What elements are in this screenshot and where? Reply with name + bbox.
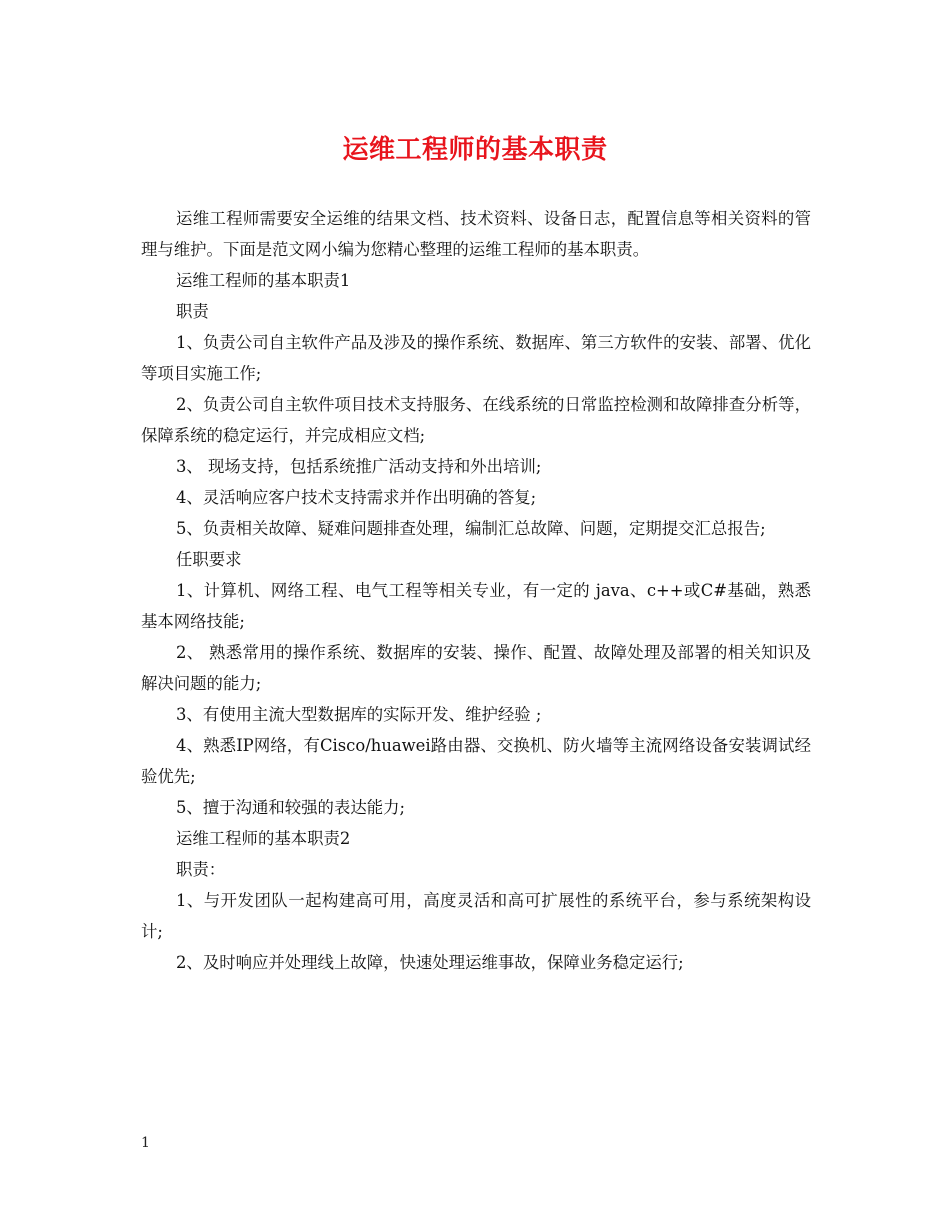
duty-item-2-1: 1、与开发团队一起构建高可用，高度灵活和高可扩展性的系统平台，参与系统架构设计; xyxy=(141,891,811,941)
duty-item-4: 4、灵活响应客户技术支持需求并作出明确的答复; xyxy=(176,488,537,507)
requirement-item-5: 5、擅于沟通和较强的表达能力; xyxy=(176,798,406,817)
intro-paragraph: 运维工程师需要安全运维的结果文档、技术资料、设备日志，配置信息等相关资料的管理与维护。下面是范文网小编为您精心整理的运维工程师的基本职责。 xyxy=(141,209,811,259)
duty-item-2-2: 2、及时响应并处理线上故障，快速处理运维事故，保障业务稳定运行; xyxy=(176,953,684,972)
requirement-item-1: 1、计算机、网络工程、电气工程等相关专业，有一定的 java、c++或C#基础，熟悉基本网络技能; xyxy=(141,581,811,631)
duty-item-1: 1、负责公司自主软件产品及涉及的操作系统、数据库、第三方软件的安装、部署、优化等项目实施工作; xyxy=(141,333,811,383)
page-number: 1 xyxy=(141,1135,150,1151)
requirement-item-4: 4、熟悉IP网络，有Cisco/huawei路由器、交换机、防火墙等主流网络设备安装调试经验优先; xyxy=(141,736,811,786)
duty-item-5: 5、负责相关故障、疑难问题排查处理，编制汇总故障、问题，定期提交汇总报告; xyxy=(176,519,766,538)
section-heading-1: 运维工程师的基本职责1 xyxy=(176,271,351,290)
document-body xyxy=(141,203,811,978)
requirements-heading: 任职要求 xyxy=(176,550,242,569)
requirement-item-2: 2、 熟悉常用的操作系统、数据库的安装、操作、配置、故障处理及部署的相关知识及解决问题的能力; xyxy=(141,643,811,693)
document-title: 运维工程师的基本职责 xyxy=(342,135,608,165)
duty-item-2: 2、负责公司自主软件项目技术支持服务、在线系统的日常监控检测和故障排查分析等，保障系统的稳定运行，并完成相应文档; xyxy=(141,395,811,445)
duties-heading-1: 职责 xyxy=(176,302,209,321)
duty-item-3: 3、 现场支持，包括系统推广活动支持和外出培训; xyxy=(176,457,542,476)
duties-heading-2: 职责： xyxy=(176,860,226,879)
requirement-item-3: 3、有使用主流大型数据库的实际开发、维护经验 ; xyxy=(176,705,542,724)
section-heading-2: 运维工程师的基本职责2 xyxy=(176,829,351,848)
